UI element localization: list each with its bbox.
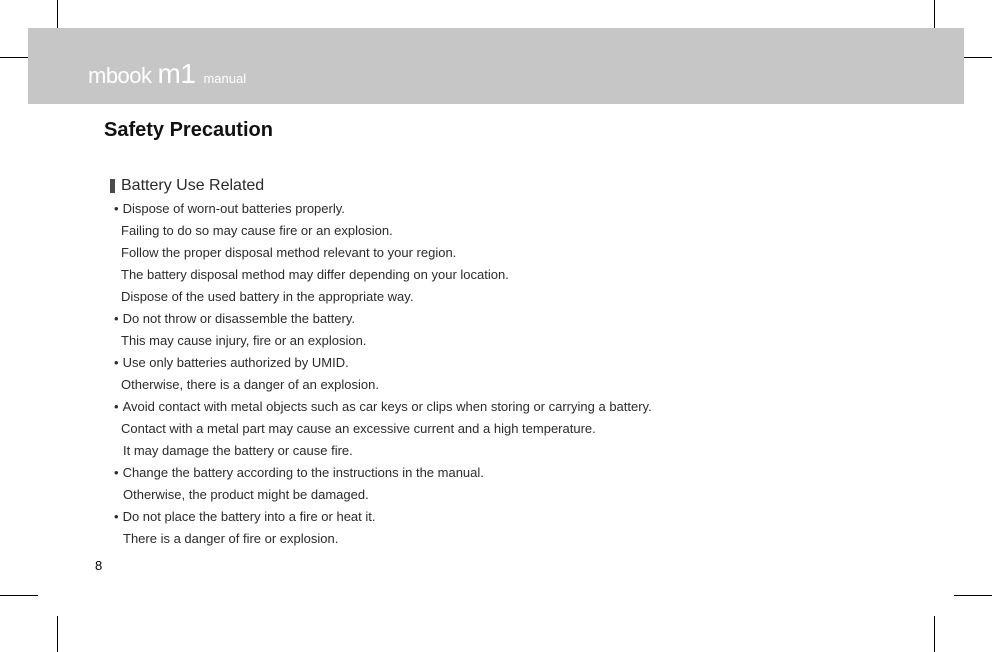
bullet-item: • Do not place the battery into a fire or heat it. bbox=[114, 509, 376, 525]
brand-model: m1 bbox=[157, 58, 196, 89]
section-marker-icon bbox=[110, 179, 115, 193]
brand-name: mbook bbox=[88, 63, 152, 88]
crop-mark bbox=[954, 595, 992, 596]
detail-line: Failing to do so may cause fire or an explosion. bbox=[121, 223, 393, 238]
page-number: 8 bbox=[95, 558, 103, 573]
page-title: Safety Precaution bbox=[104, 119, 273, 141]
detail-line: Dispose of the used battery in the appropriate way. bbox=[121, 289, 414, 304]
section-heading bbox=[110, 176, 264, 196]
bullet-item: • Avoid contact with metal objects such as car keys or clips when storing or carrying a battery. bbox=[114, 399, 652, 415]
detail-line: This may cause injury, fire or an explosion. bbox=[121, 333, 367, 348]
bullet-item: • Change the battery according to the instructions in the manual. bbox=[114, 465, 484, 481]
bullet-item: • Dispose of worn-out batteries properly. bbox=[114, 201, 345, 217]
header-band bbox=[28, 28, 964, 104]
crop-mark bbox=[0, 595, 38, 596]
bullet-item: • Do not throw or disassemble the battery. bbox=[114, 311, 355, 327]
detail-line: Otherwise, the product might be damaged. bbox=[123, 487, 369, 502]
detail-line: Otherwise, there is a danger of an explosion. bbox=[121, 377, 379, 392]
detail-line: The battery disposal method may differ depending on your location. bbox=[121, 267, 509, 282]
detail-line: There is a danger of fire or explosion. bbox=[123, 531, 339, 546]
brand-suffix: manual bbox=[203, 71, 247, 86]
brand-logo bbox=[88, 58, 246, 92]
crop-mark bbox=[57, 616, 58, 652]
crop-mark bbox=[934, 616, 935, 652]
detail-line: Contact with a metal part may cause an excessive current and a high temperature. bbox=[121, 421, 596, 436]
detail-line: It may damage the battery or cause fire. bbox=[123, 443, 353, 458]
section-title: Battery Use Related bbox=[121, 177, 265, 194]
detail-line: Follow the proper disposal method relevant to your region. bbox=[121, 245, 457, 260]
bullet-item: • Use only batteries authorized by UMID. bbox=[114, 355, 349, 371]
